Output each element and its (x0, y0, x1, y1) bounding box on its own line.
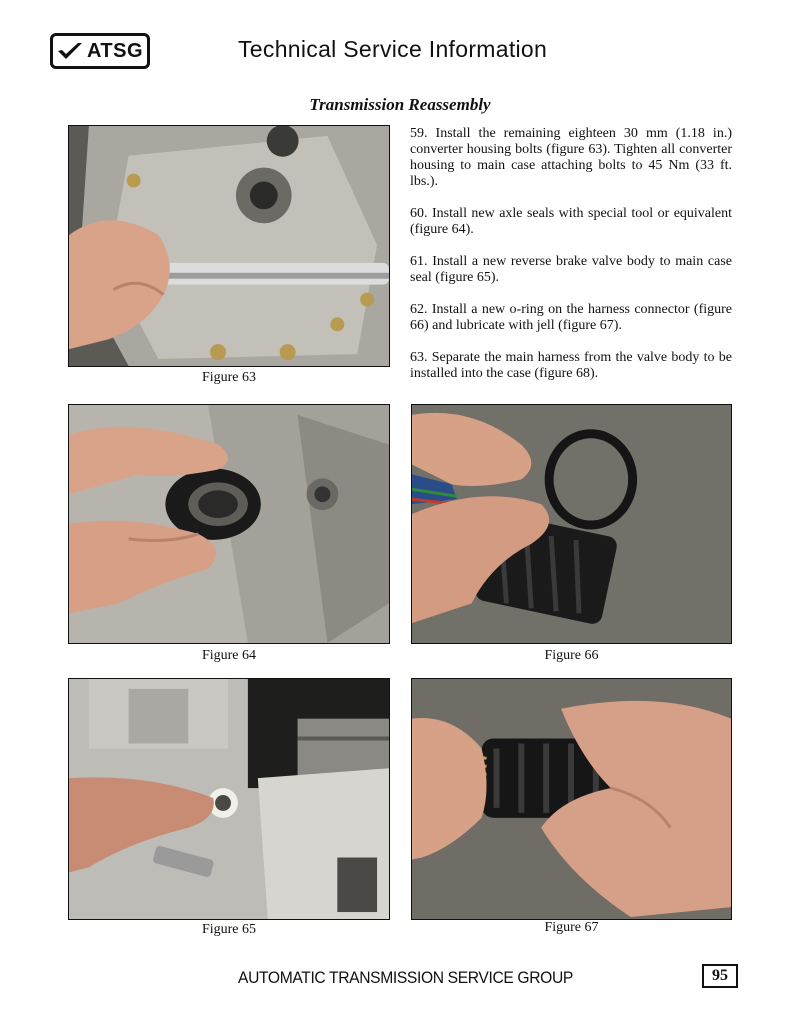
figure-63-photo (68, 125, 390, 367)
figure-67-caption: Figure 67 (544, 920, 599, 935)
figure-63-caption: Figure 63 (201, 370, 257, 385)
header-title: Technical Service Information (238, 36, 548, 62)
step-62: 62. Install a new o-ring on the harness connector (figure 66) and lubricate with jell (figure 67). (410, 302, 732, 333)
page-number: 95 (702, 964, 738, 988)
figure-64-photo (68, 404, 390, 644)
step-61: 61. Install a new reverse brake valve body to main case seal (figure 65). (410, 254, 732, 285)
step-59: 59. Install the remaining eighteen 30 mm (1.18 in.) converter housing bolts (figure 63). Tighten all converter housing to main case attaching bolts to 45 Nm (33 ft. lbs.). (410, 126, 732, 189)
section-title: Transmission Reassembly (309, 95, 491, 114)
checkmark-logo-icon (57, 41, 83, 61)
figure-65-caption: Figure 65 (201, 922, 257, 937)
steps-text (410, 126, 732, 398)
figure-65-photo (68, 678, 390, 920)
figure-66-caption: Figure 66 (544, 648, 599, 663)
step-63: 63. Separate the main harness from the valve body to be installed into the case (figure 68). (410, 350, 732, 381)
step-60: 60. Install new axle seals with special tool or equivalent (figure 64). (410, 206, 732, 237)
footer-text: AUTOMATIC TRANSMISSION SERVICE GROUP (238, 968, 573, 987)
figure-64-caption: Figure 64 (201, 648, 257, 663)
logo-text: ATSG (86, 39, 144, 62)
figure-67-photo (411, 678, 732, 920)
atsg-logo (50, 33, 150, 69)
figure-66-photo (411, 404, 732, 644)
